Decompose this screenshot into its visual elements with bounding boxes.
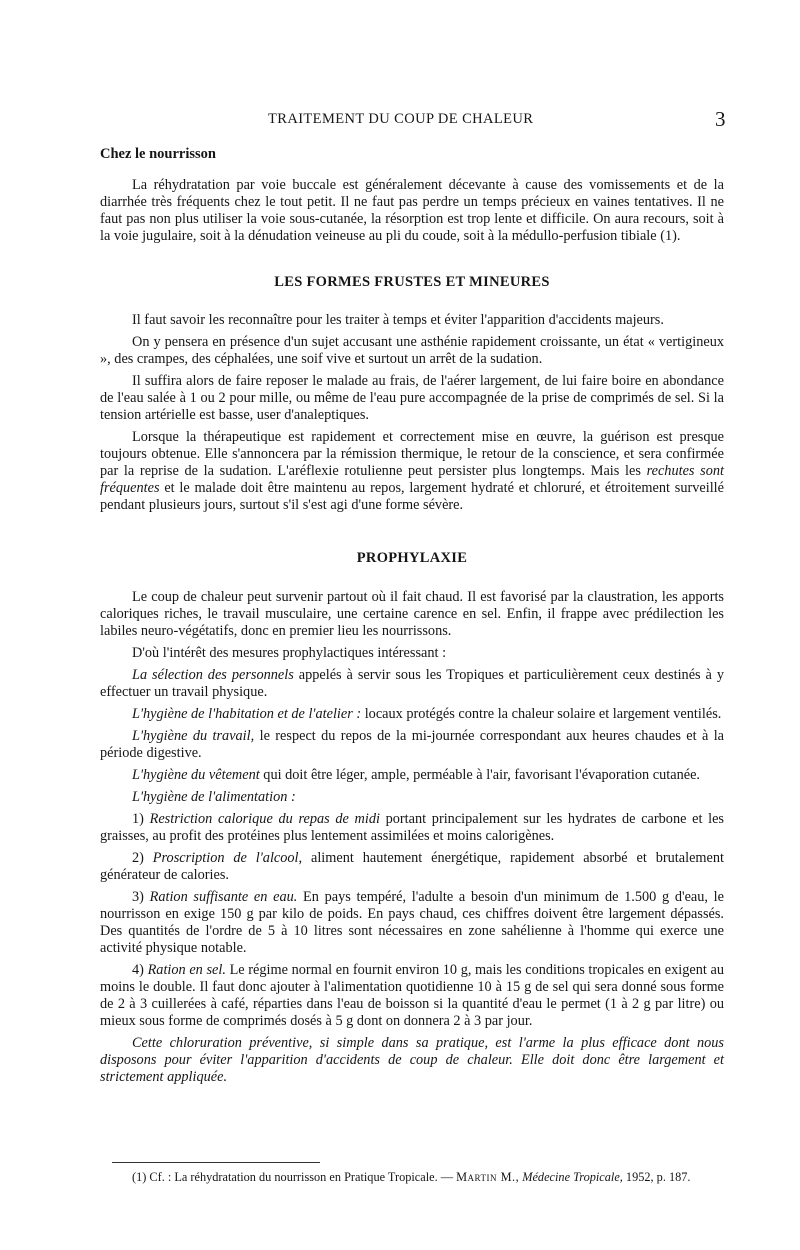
paragraph-prophylaxie-2: D'où l'intérêt des mesures prophylactiques intéressant : [132, 645, 447, 661]
footnote-divider [112, 1162, 320, 1163]
footnote-text: (1) Cf. : La réhydratation du nourrisson en Pratique Tropicale. — [132, 1170, 457, 1184]
emphasis-item-3: Ration suffisante en eau. [149, 889, 298, 905]
paragraph-selection [100, 667, 724, 701]
text-run: Le régime normal en fournit environ 10 g, mais les conditions tropicales en exigent au moins le double. Il faut donc ajouter à l'alimentation quotidienne 10 à 15 g de sel qui sera donné sous forme de 2 à 3 cuillerées à café, réparties dans l'eau de boisson si la quantité d'eau le permet (1 à 2 g par litre) ou mieux sous forme de comprimés dosés à 5 g dont on donnera 2 à 3 par jour. [100, 962, 724, 1029]
footnote-author: Martin M., [456, 1170, 520, 1184]
footnote-citation: 1952, p. 187. [622, 1170, 691, 1184]
list-number: 1) [132, 811, 150, 827]
text-run: le respect du repos de la mi-journée correspondant aux heures chaudes et à la période digestive. [100, 728, 725, 761]
running-header [0, 107, 800, 131]
emphasis-selection: La sélection des personnels [132, 667, 294, 683]
emphasis-vetement: L'hygiène du vêtement [132, 767, 260, 783]
paragraph-vetement [100, 767, 724, 784]
text-run: appelés à servir sous les Tropiques et particulièrement ceux destinés à y effectuer un travail physique. [100, 667, 724, 700]
paragraph-formes-1: Il faut savoir les reconnaître pour les traiter à temps et éviter l'apparition d'accidents majeurs. [132, 312, 664, 328]
text-run: Lorsque la thérapeutique est rapidement et correctement mise en œuvre, la guérison est presque toujours obtenue. Elle s'annoncera par la rémission thermique, le retour de la conscience, et sera confirmée par la reprise de la sudation. L'aréflexie rotulienne peut persister plus longtemps. Mais les [100, 429, 724, 479]
text-run: et le malade doit être maintenu au repos, largement hydraté et chloruré, et étroitement surveillé pendant plusieurs jours, surtout s'il s'est agi d'une forme sévère. [100, 480, 724, 513]
text-run: En pays tempéré, l'adulte a besoin d'un minimum de 1.500 g d'eau, le nourrisson en exige 150 g par kilo de poids. En pays chaud, ces chiffres doivent être largement dépassés. Des quantités de l'ordre de 5 à 10 litres sont nécessaires en zone sahélienne à l'homme qui exerce une activité physique notable. [100, 889, 724, 956]
text-run: qui doit être léger, ample, perméable à l'air, favorisant l'évaporation cutanée. [259, 767, 700, 783]
list-item-2 [100, 850, 724, 884]
emphasis-item-4: Ration en sel. [147, 962, 226, 978]
paragraph-nourrisson: La réhydratation par voie buccale est généralement décevante à cause des vomissements et de la diarrhée très fréquents chez le tout petit. Il ne faut pas perdre un temps précieux en vaines tentatives. Il ne faut pas non plus utiliser la voie sous-cutanée, la résorption est trop lente et difficile. On aura recours, soit à la voie jugulaire, soit à la dénudation veineuse au pli du coude, soit à la médullo-perfusion tibiale (1). [100, 177, 724, 244]
paragraph-formes-4 [100, 429, 724, 514]
section-title-formes-frustes: LES FORMES FRUSTES ET MINEURES [274, 274, 550, 290]
text-run: aliment hautement énergétique, rapidement absorbé et brutalement générateur de calories. [100, 850, 724, 883]
emphasis-item-1: Restriction calorique du repas de midi [149, 811, 380, 827]
list-number: 2) [132, 850, 153, 866]
list-item-4 [100, 962, 724, 1030]
running-title: TRAITEMENT DU COUP DE CHALEUR [268, 111, 534, 127]
footnote [100, 1170, 724, 1185]
list-item-3 [100, 889, 724, 957]
emphasis-item-2: Proscription de l'alcool, [152, 850, 303, 866]
paragraph-prophylaxie-1: Le coup de chaleur peut survenir partout où il fait chaud. Il est favorisé par la claustration, les apports caloriques riches, le travail musculaire, une certaine carence en sel. Enfin, il frappe avec prédilection les labiles neuro-végétatifs, donc en premier lieu les nourrissons. [100, 589, 724, 639]
list-number: 3) [132, 889, 150, 905]
section-title-prophylaxie: PROPHYLAXIE [356, 550, 468, 566]
list-number: 4) [132, 962, 148, 978]
emphasis-travail: L'hygiène du travail, [132, 728, 255, 744]
paragraph-alimentation [100, 789, 724, 806]
paragraph-formes-2: On y pensera en présence d'un sujet accusant une asthénie rapidement croissante, un état « vertigineux », des crampes, des céphalées, une soif vive et surtout un arrêt de la sudation. [100, 334, 724, 367]
list-item-1 [100, 811, 724, 845]
paragraph-travail [100, 728, 724, 762]
emphasis-habitation: L'hygiène de l'habitation et de l'atelier : [132, 706, 362, 722]
emphasis-rechutes: rechutes sont fréquentes [100, 463, 724, 496]
text-run: locaux protégés contre la chaleur solaire et largement ventilés. [361, 706, 722, 722]
body-text [100, 146, 724, 1086]
paragraph-habitation [100, 706, 724, 723]
closing-statement: Cette chloruration préventive, si simple dans sa pratique, est l'arme la plus efficace dont nous disposons pour éviter l'apparition d'accidents de coup de chaleur. Elle doit donc être largement et strictement appliquée. [100, 1035, 724, 1085]
page-number: 3 [715, 107, 726, 131]
subheading-nourrisson: Chez le nourrisson [100, 146, 216, 162]
paragraph-formes-3: Il suffira alors de faire reposer le malade au frais, de l'aérer largement, de lui faire boire en abondance de l'eau salée à 1 ou 2 pour mille, ou même de l'eau pure accompagnée de la prise de comprimés de sel. Si la tension artérielle est basse, user d'analeptiques. [100, 373, 724, 423]
emphasis-alimentation: L'hygiène de l'alimentation : [132, 789, 296, 805]
footnote-journal: Médecine Tropicale, [522, 1170, 623, 1184]
text-run: portant principalement sur les hydrates de carbone et les graisses, au profit des protéines plus lentement assimilées et moins calorigènes. [100, 811, 724, 844]
